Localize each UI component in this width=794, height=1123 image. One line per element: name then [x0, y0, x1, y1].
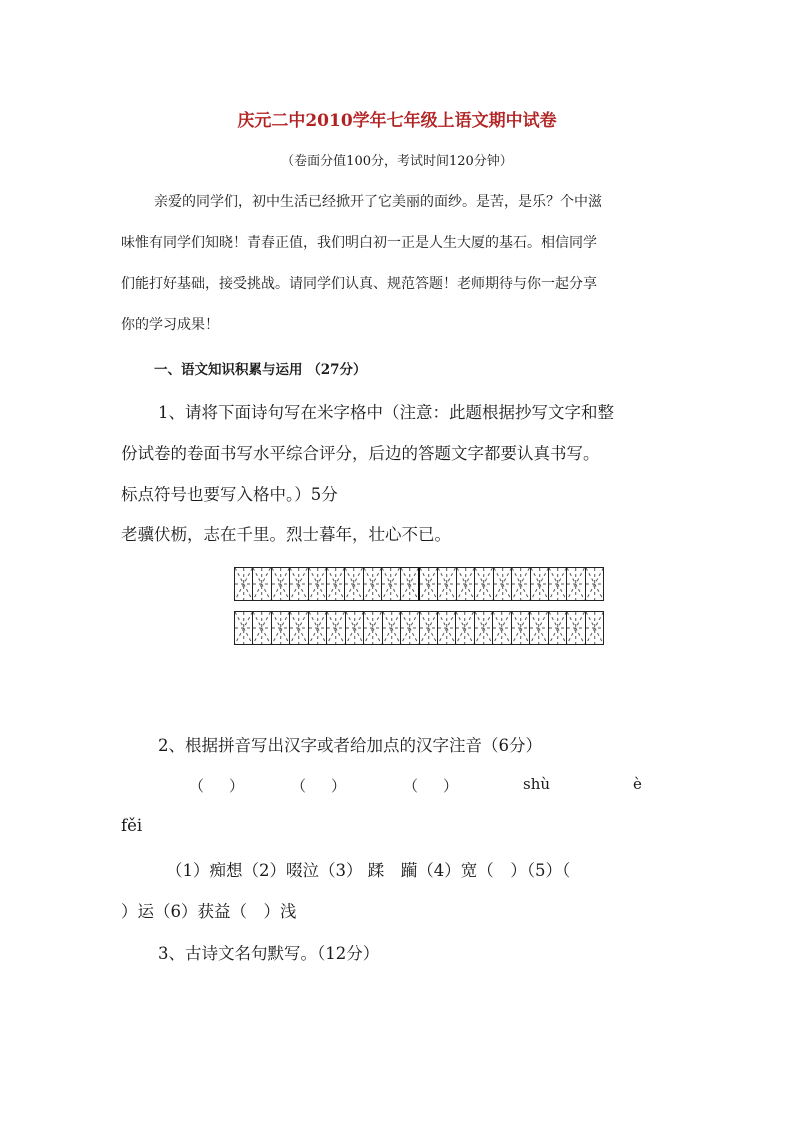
grid-cell[interactable] [586, 568, 603, 600]
page-title: 庆元二中2010学年七年级上语文期中试卷 [237, 111, 557, 131]
grid-cell[interactable] [493, 612, 511, 644]
writing-grid-row-2[interactable] [234, 611, 604, 645]
annotation-paren-3-close: ） [443, 777, 459, 795]
grid-cell[interactable] [235, 612, 253, 644]
grid-cell[interactable] [567, 612, 585, 644]
grid-cell[interactable] [290, 612, 308, 644]
grid-cell[interactable] [549, 568, 567, 600]
q1-line-2: 份试卷的卷面书写水平综合评分，后边的答题文字都要认真书写。 [121, 444, 600, 463]
grid-cell[interactable] [272, 612, 290, 644]
grid-cell[interactable] [327, 568, 345, 600]
section-heading: 一、语文知识积累与运用 （27分） [154, 362, 367, 378]
grid-cell[interactable] [512, 612, 530, 644]
grid-cell[interactable] [382, 568, 400, 600]
grid-cell[interactable] [567, 568, 585, 600]
grid-cell[interactable] [438, 612, 456, 644]
q1-line-3: 标点符号也要写入格中。）5分 [121, 485, 338, 504]
q1-line-1: 1、请将下面诗句写在米字格中（注意：此题根据抄写文字和整 [158, 403, 614, 422]
q1-poem: 老骥伏枥，志在千里。烈士暮年，壮心不已。 [121, 525, 451, 544]
annotation-paren-1-close: ） [229, 777, 245, 795]
grid-cell[interactable] [420, 612, 438, 644]
pinyin-fei: fěi [121, 816, 143, 835]
grid-cell[interactable] [438, 568, 456, 600]
grid-cell[interactable] [290, 568, 308, 600]
q3-heading: 3、古诗文名句默写。（12分） [158, 944, 380, 963]
annotation-paren-3-open: （ [403, 777, 419, 795]
grid-cell[interactable] [253, 568, 271, 600]
grid-cell[interactable] [364, 568, 382, 600]
grid-cell[interactable] [401, 568, 420, 600]
grid-cell[interactable] [309, 612, 327, 644]
writing-grid-row-1[interactable] [234, 567, 604, 601]
grid-cell[interactable] [494, 568, 512, 600]
grid-cell[interactable] [272, 568, 290, 600]
grid-cell[interactable] [530, 612, 548, 644]
q2-line-2: ）运（6）获益（ ）浅 [121, 902, 297, 921]
page-subtitle: （卷面分值100分，考试时间120分钟） [281, 154, 513, 169]
grid-cell[interactable] [456, 612, 474, 644]
grid-cell[interactable] [475, 568, 493, 600]
grid-cell[interactable] [512, 568, 530, 600]
q2-line-1: （1）痴想（2）啜泣（3） 蹂 躏（4）宽（ ）（5）（ [166, 861, 571, 880]
annotation-paren-1-open: （ [189, 777, 205, 795]
q2-heading: 2、根据拼音写出汉字或者给加点的汉字注音（6分） [158, 736, 542, 755]
grid-cell[interactable] [309, 568, 327, 600]
intro-line-1: 亲爱的同学们，初中生活已经掀开了它美丽的面纱。是苦，是乐？个中滋 [154, 194, 602, 210]
grid-cell[interactable] [327, 612, 345, 644]
grid-cell[interactable] [253, 612, 271, 644]
grid-cell[interactable] [457, 568, 475, 600]
grid-cell[interactable] [549, 612, 567, 644]
grid-cell[interactable] [586, 612, 603, 644]
grid-cell[interactable] [475, 612, 493, 644]
annotation-paren-2-close: ） [331, 777, 347, 795]
intro-line-3: 们能打好基础，接受挑战。请同学们认真、规范答题！老师期待与你一起分享 [121, 276, 597, 292]
annotation-paren-2-open: （ [291, 777, 307, 795]
pinyin-e: è [633, 775, 642, 793]
grid-cell[interactable] [420, 568, 438, 600]
grid-cell[interactable] [383, 612, 401, 644]
grid-cell[interactable] [345, 568, 363, 600]
grid-cell[interactable] [235, 568, 253, 600]
intro-line-2: 味惟有同学们知晓！青春正值，我们明白初一正是人生大厦的基石。相信同学 [121, 235, 597, 251]
grid-cell[interactable] [531, 568, 549, 600]
grid-cell[interactable] [401, 612, 419, 644]
grid-cell[interactable] [364, 612, 382, 644]
intro-line-4: 你的学习成果！ [121, 317, 219, 333]
pinyin-shu: shù [523, 775, 551, 793]
grid-cell[interactable] [346, 612, 364, 644]
